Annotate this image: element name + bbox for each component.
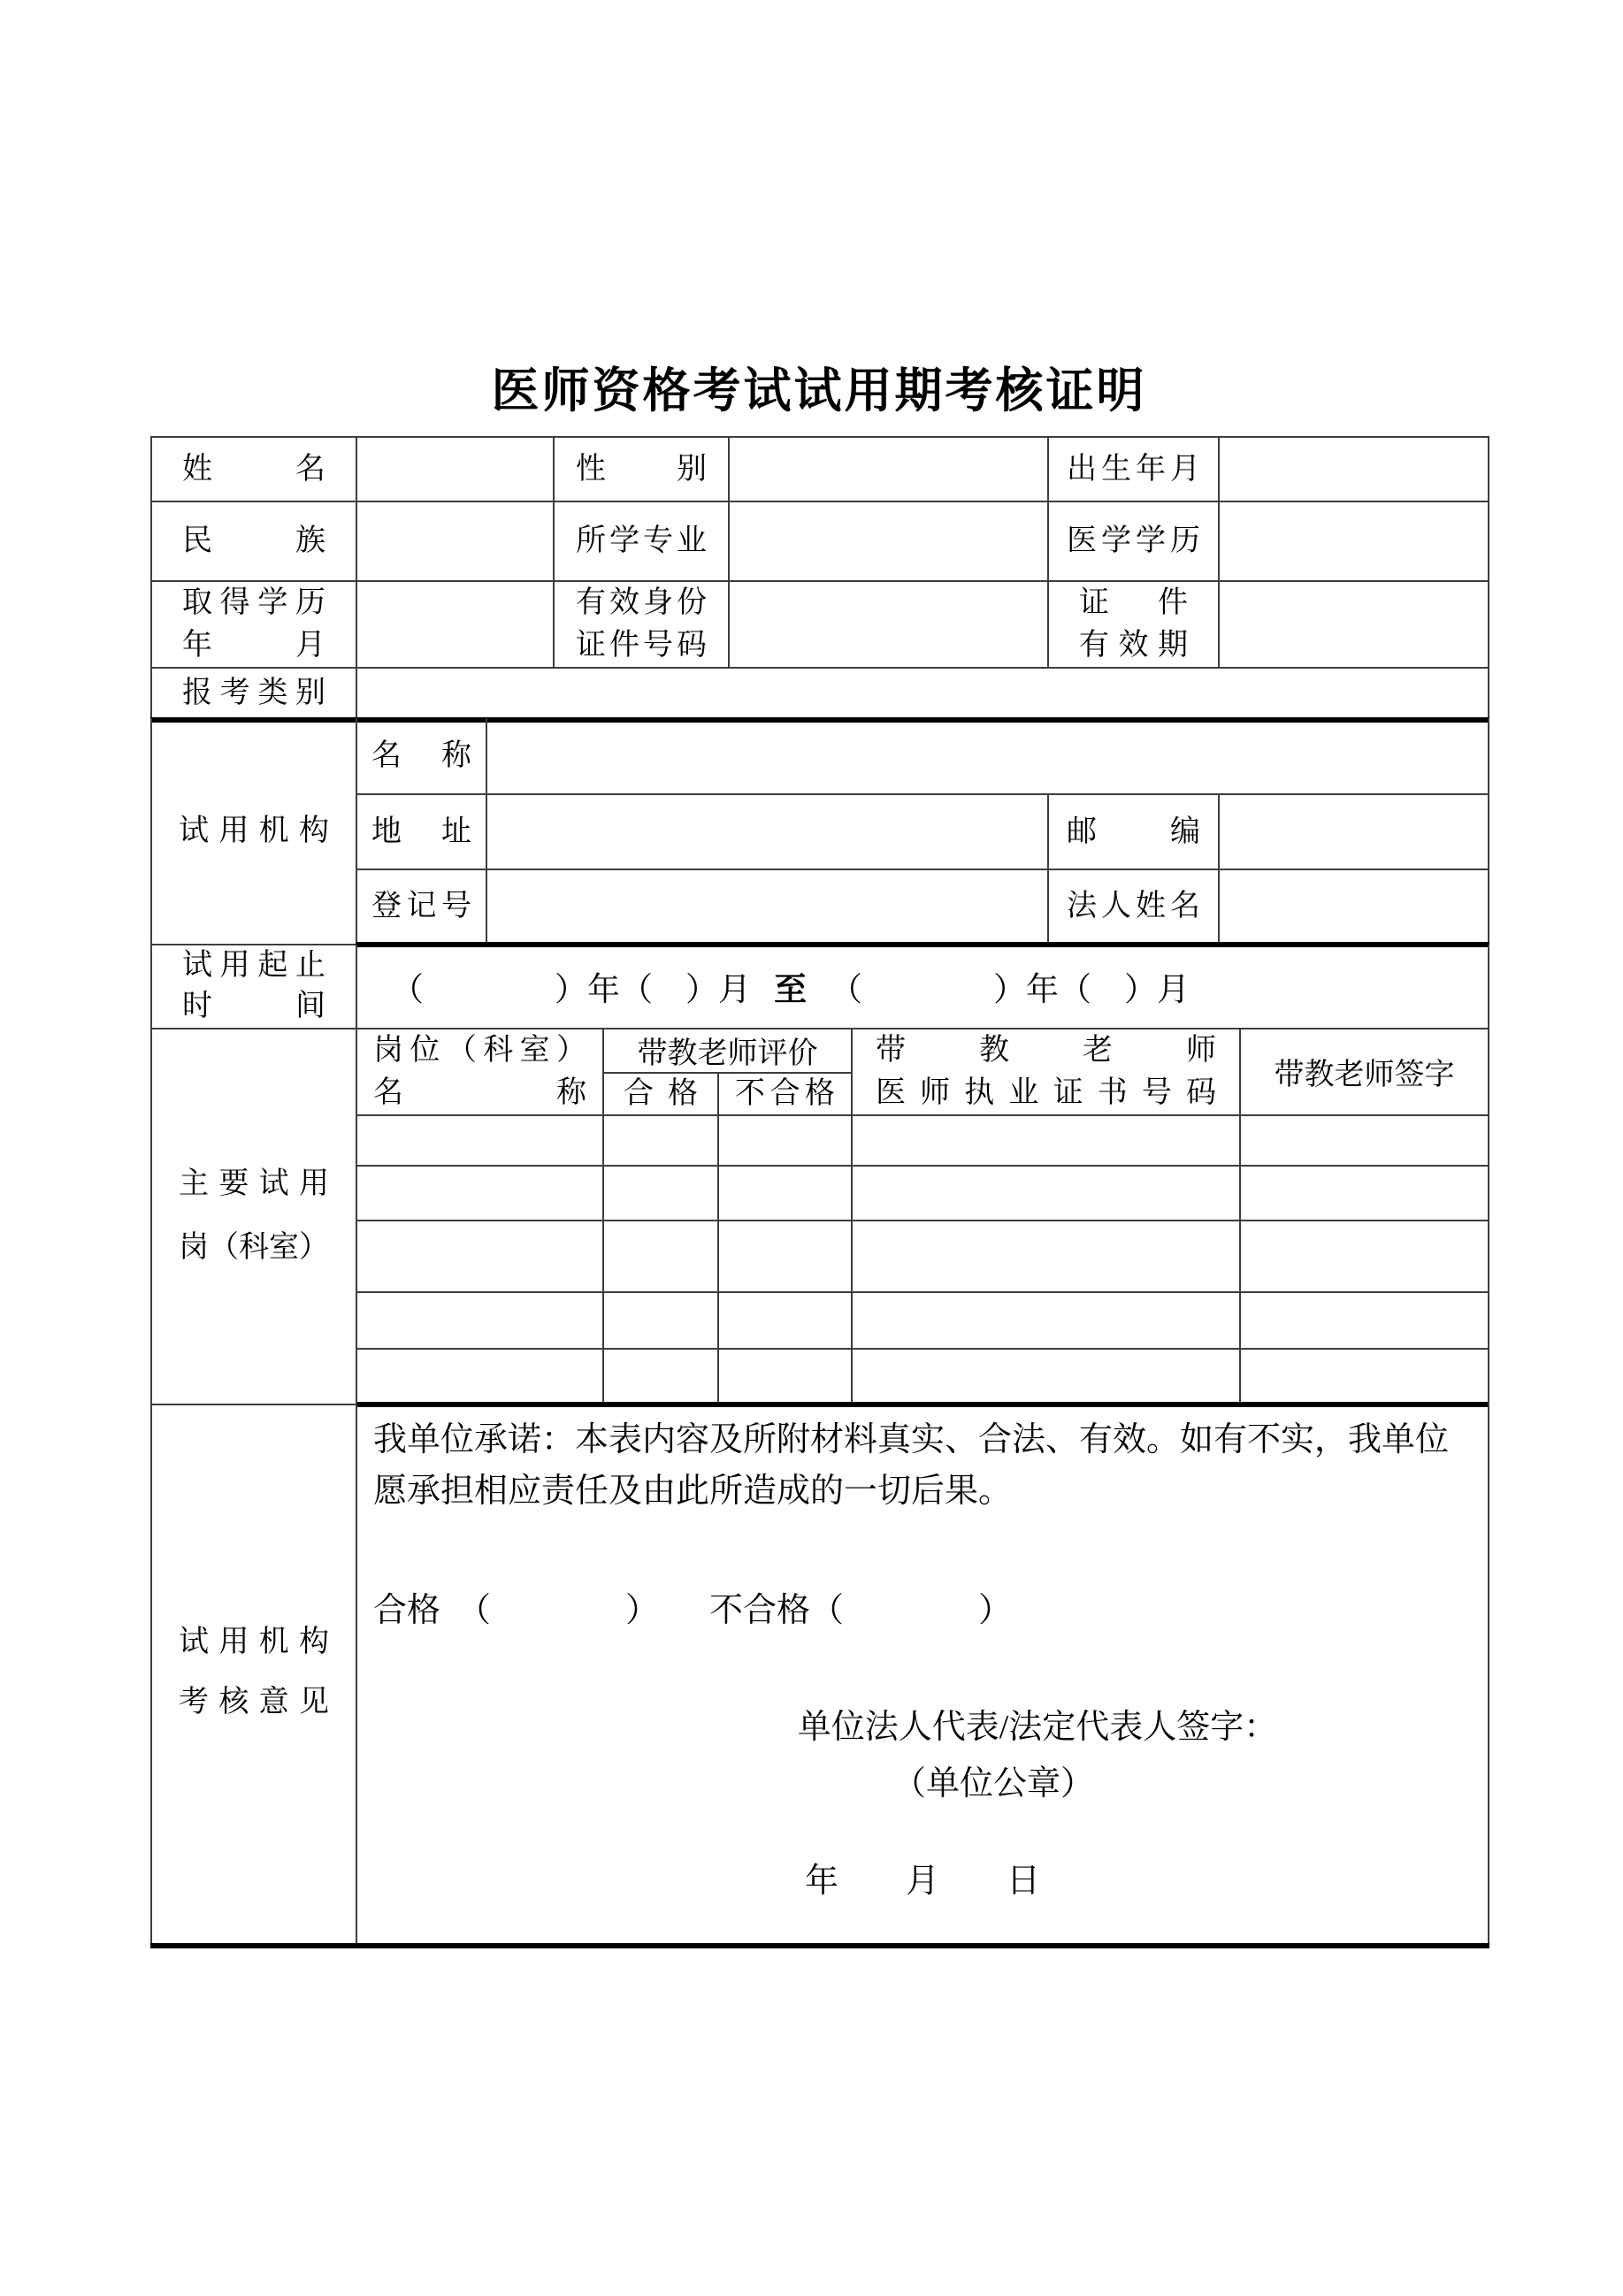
validity-label-line2: 有效期 [1079, 629, 1188, 662]
org-reg-value-cell [486, 869, 1048, 945]
major-label: 所学专业 [576, 524, 707, 557]
opinion-promise-text: 我单位承诺：本表内容及所附材料真实、合法、有效。如有不实，我单位愿承担相应责任及由此所造成的一切后果。 [373, 1421, 1450, 1510]
assignment-empty-cell [1240, 1166, 1489, 1221]
assignment-empty-cell [356, 1292, 603, 1349]
edu-date-label-cell [151, 581, 356, 668]
positions-label-line2: 岗（科室） [179, 1231, 329, 1264]
edu-date-label-line2: 年月 [182, 629, 325, 662]
period-value-to: 至 [774, 972, 807, 1008]
assignment-empty-cell [356, 1166, 603, 1221]
name-value-cell [356, 437, 554, 501]
positions-label-line1: 主要试用 [179, 1167, 329, 1200]
org-address-label-cell [356, 794, 486, 869]
opinion-result-line: 合格 （ ） 不合格（ ） [373, 1592, 1013, 1629]
org-reg-label: 登记号 [371, 889, 471, 922]
gender-label-cell [554, 437, 729, 501]
opinion-content-cell [356, 1402, 1489, 1946]
org-reg-label-cell [356, 869, 486, 945]
birth-label-cell [1048, 437, 1219, 501]
name-label-cell [151, 437, 356, 501]
major-label-cell [554, 501, 729, 581]
period-label-cell [151, 945, 356, 1029]
period-value-part1: （ ）年（ ）月 [391, 972, 751, 1008]
category-value-cell [356, 668, 1489, 720]
opinion-table [150, 1402, 1489, 1948]
validity-label-line1: 证件 [1079, 586, 1188, 619]
validity-label-cell [1048, 581, 1219, 668]
assignment-empty-cell [718, 1166, 852, 1221]
period-table [150, 945, 1489, 1029]
col-fail-header-cell [718, 1073, 852, 1115]
edu-date-label-line1: 取得学历 [182, 586, 325, 619]
assignment-empty-cell [718, 1349, 852, 1404]
assignment-empty-cell [603, 1115, 718, 1166]
legal-name-label: 法人姓名 [1067, 889, 1200, 922]
opinion-label-line1: 试用机构 [179, 1626, 329, 1658]
ethnicity-label-cell [151, 501, 356, 581]
assignment-empty-cell [356, 1349, 603, 1404]
col-position-header-cell [356, 1029, 603, 1115]
org-address-label: 地址 [371, 815, 471, 848]
institution-label: 试用机构 [179, 814, 329, 847]
postal-label-cell [1048, 794, 1219, 869]
unit-seal-line: （单位公章） [892, 1765, 1094, 1802]
date-line: 年 月 日 [804, 1863, 1040, 1900]
org-name-label-cell [356, 718, 486, 794]
col-position-header-line1: 岗位（科室） [373, 1033, 586, 1067]
birth-value-cell [1219, 437, 1489, 501]
gender-label: 性别 [576, 452, 707, 486]
legal-name-label-cell [1048, 869, 1219, 945]
postal-value-cell [1219, 794, 1489, 869]
org-address-value-cell [486, 794, 1048, 869]
period-label-line1: 试用起止 [182, 949, 325, 982]
gender-value-cell [729, 437, 1048, 501]
assignment-empty-cell [1240, 1221, 1489, 1292]
major-value-cell [729, 501, 1048, 581]
id-value-cell [729, 581, 1048, 668]
col-eval-header-cell: 带教老师评价 [603, 1029, 852, 1073]
col-sign-header-cell: 带教老师签字 [1240, 1029, 1489, 1115]
col-cert-header-line1: 带教老师 [876, 1033, 1216, 1067]
assignment-empty-cell [852, 1166, 1240, 1221]
assignment-empty-cell [603, 1349, 718, 1404]
assignment-empty-cell [852, 1349, 1240, 1404]
assignment-empty-cell [852, 1221, 1240, 1292]
institution-table [150, 718, 1489, 947]
id-label-line1: 有效身份 [576, 586, 707, 619]
org-name-label: 名称 [371, 739, 471, 772]
assignment-empty-cell [356, 1221, 603, 1292]
col-pass-header: 合格 [624, 1077, 698, 1110]
assignment-empty-cell [1240, 1115, 1489, 1166]
assignment-empty-cell [356, 1115, 603, 1166]
legal-representative-sign-line: 单位法人代表/法定代表人签字： [797, 1709, 1278, 1746]
col-cert-header-line2: 医师执业证书号码 [876, 1075, 1216, 1109]
opinion-label-cell [151, 1402, 356, 1946]
assignment-empty-cell [852, 1115, 1240, 1166]
id-label-cell [554, 581, 729, 668]
page-title: 医师资格考试试用期考核证明 [491, 364, 1147, 417]
assignment-empty-cell [1240, 1292, 1489, 1349]
assignment-empty-cell [852, 1292, 1240, 1349]
assignment-empty-cell [1240, 1349, 1489, 1404]
assignment-empty-cell [718, 1221, 852, 1292]
ethnicity-label: 民族 [182, 524, 325, 557]
col-fail-header: 不合格 [735, 1077, 835, 1110]
period-value-cell [356, 945, 1489, 1029]
period-value-part2: （ ）年（ ）月 [830, 972, 1190, 1008]
legal-name-value-cell [1219, 869, 1489, 945]
validity-value-cell [1219, 581, 1489, 668]
id-label-line2: 证件号码 [576, 629, 707, 662]
opinion-label-line2: 考核意见 [179, 1686, 329, 1718]
org-name-value-cell [486, 718, 1489, 794]
edu-date-value-cell [356, 581, 554, 668]
name-label: 姓名 [182, 452, 325, 486]
medical-edu-label-cell [1048, 501, 1219, 581]
ethnicity-value-cell [356, 501, 554, 581]
positions-table [150, 1029, 1489, 1407]
assignment-empty-cell [603, 1221, 718, 1292]
assignment-empty-cell [718, 1115, 852, 1166]
period-label-line2: 时间 [182, 990, 325, 1022]
category-label: 报考类别 [182, 676, 325, 709]
col-pass-header-cell [603, 1073, 718, 1115]
personal-info-table [150, 436, 1489, 723]
col-position-header-line2: 名称 [373, 1075, 586, 1109]
assignment-empty-cell [603, 1292, 718, 1349]
assignment-empty-cell [718, 1292, 852, 1349]
positions-label-cell [151, 1029, 356, 1404]
assignment-empty-cell [603, 1166, 718, 1221]
category-label-cell [151, 668, 356, 720]
postal-label: 邮编 [1067, 815, 1200, 848]
medical-edu-value-cell [1219, 501, 1489, 581]
medical-edu-label: 医学学历 [1067, 524, 1200, 557]
institution-label-cell [151, 718, 356, 945]
col-cert-header-cell [852, 1029, 1240, 1115]
birth-label: 出生年月 [1067, 452, 1200, 486]
